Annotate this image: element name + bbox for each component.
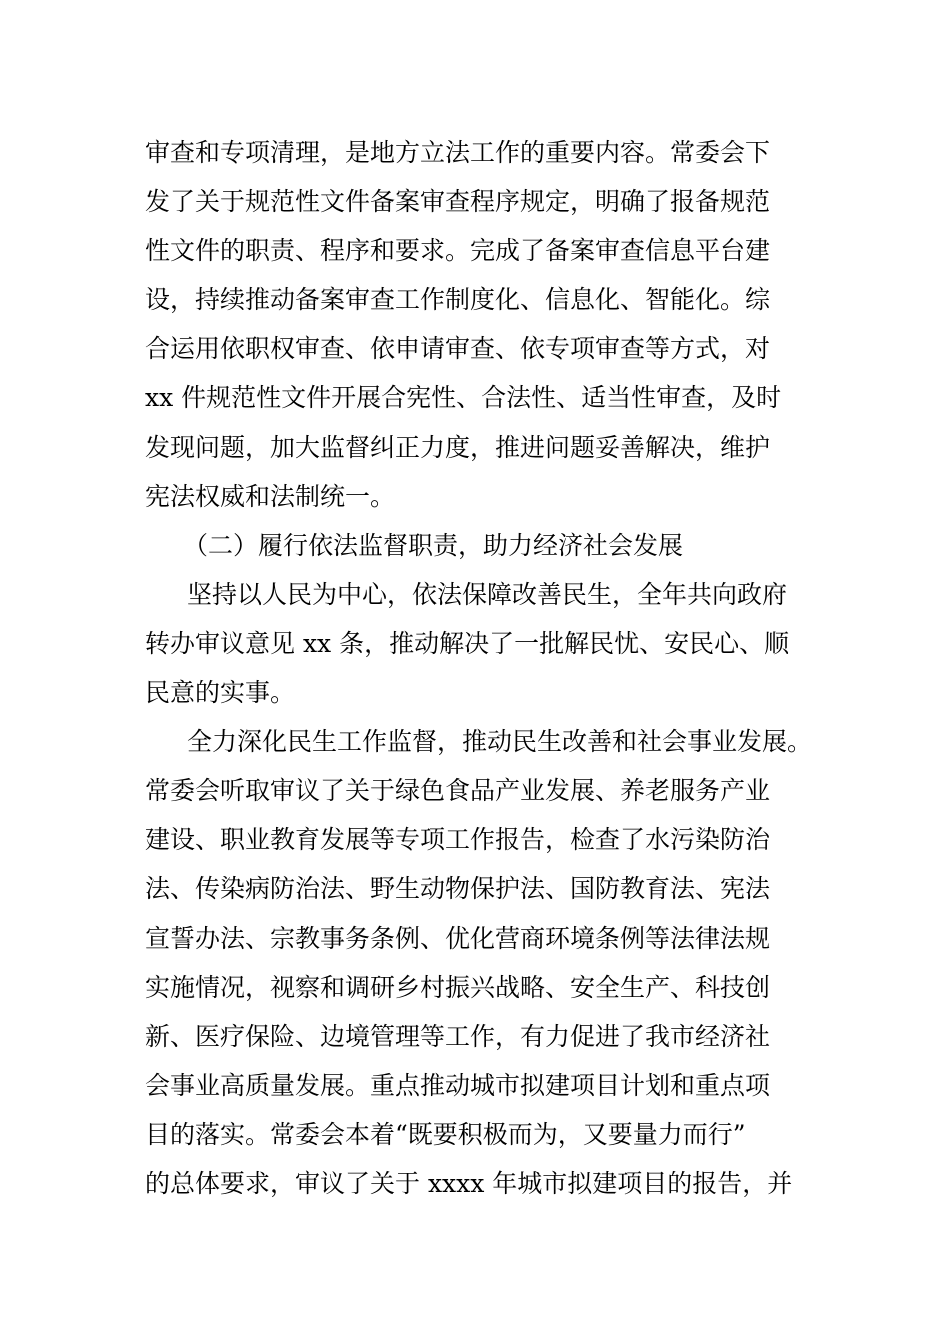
text-line: 合运用依职权审查、依申请审查、依专项审查等方式，对 [145,334,771,364]
text-line: 全力深化民生工作监督，推动民生改善和社会事业发展。 [187,727,813,757]
text-line: 的总体要求，审议了关于 xxxx 年城市拟建项目的报告，并 [145,1168,793,1198]
text-line: 性文件的职责、程序和要求。完成了备案审查信息平台建 [145,236,771,266]
text-line: 民意的实事。 [145,678,296,708]
text-line: 设，持续推动备案审查工作制度化、信息化、智能化。综 [145,285,771,315]
text-line: 坚持以人民为中心，依法保障改善民生，全年共向政府 [187,579,788,609]
text-line: 审查和专项清理，是地方立法工作的重要内容。常委会下 [145,138,771,167]
text-line: 新、医疗保险、边境管理等工作，有力促进了我市经济社 [145,1021,771,1051]
text-line: 转办审议意见 xx 条，推动解决了一批解民忧、安民心、顺 [145,628,790,658]
body-text [145,128,825,1208]
text-line: 建设、职业教育发展等专项工作报告，检查了水污染防治 [145,825,771,855]
text-line: 常委会听取审议了关于绿色食品产业发展、养老服务产业 [145,776,771,806]
text-line: 实施情况，视察和调研乡村振兴战略、安全生产、科技创 [145,972,771,1002]
text-line: 会事业高质量发展。重点推动城市拟建项目计划和重点项 [145,1070,771,1100]
text-line: 目的落实。常委会本着“既要积极而为，又要量力而行” [145,1119,746,1149]
section-heading: （二）履行依法监督职责，助力经济社会发展 [183,530,684,560]
text-line: 宣誓办法、宗教事务条例、优化营商环境条例等法律法规 [145,923,771,953]
text-line: 法、传染病防治法、野生动物保护法、国防教育法、宪法 [145,874,771,904]
text-line: xx 件规范性文件开展合宪性、合法性、适当性审查，及时 [145,383,782,413]
text-line: 发现问题，加大监督纠正力度，推进问题妥善解决，维护 [145,432,771,462]
text-line: 发了关于规范性文件备案审查程序规定，明确了报备规范 [145,187,771,217]
text-line: 宪法权威和法制统一。 [145,481,396,511]
